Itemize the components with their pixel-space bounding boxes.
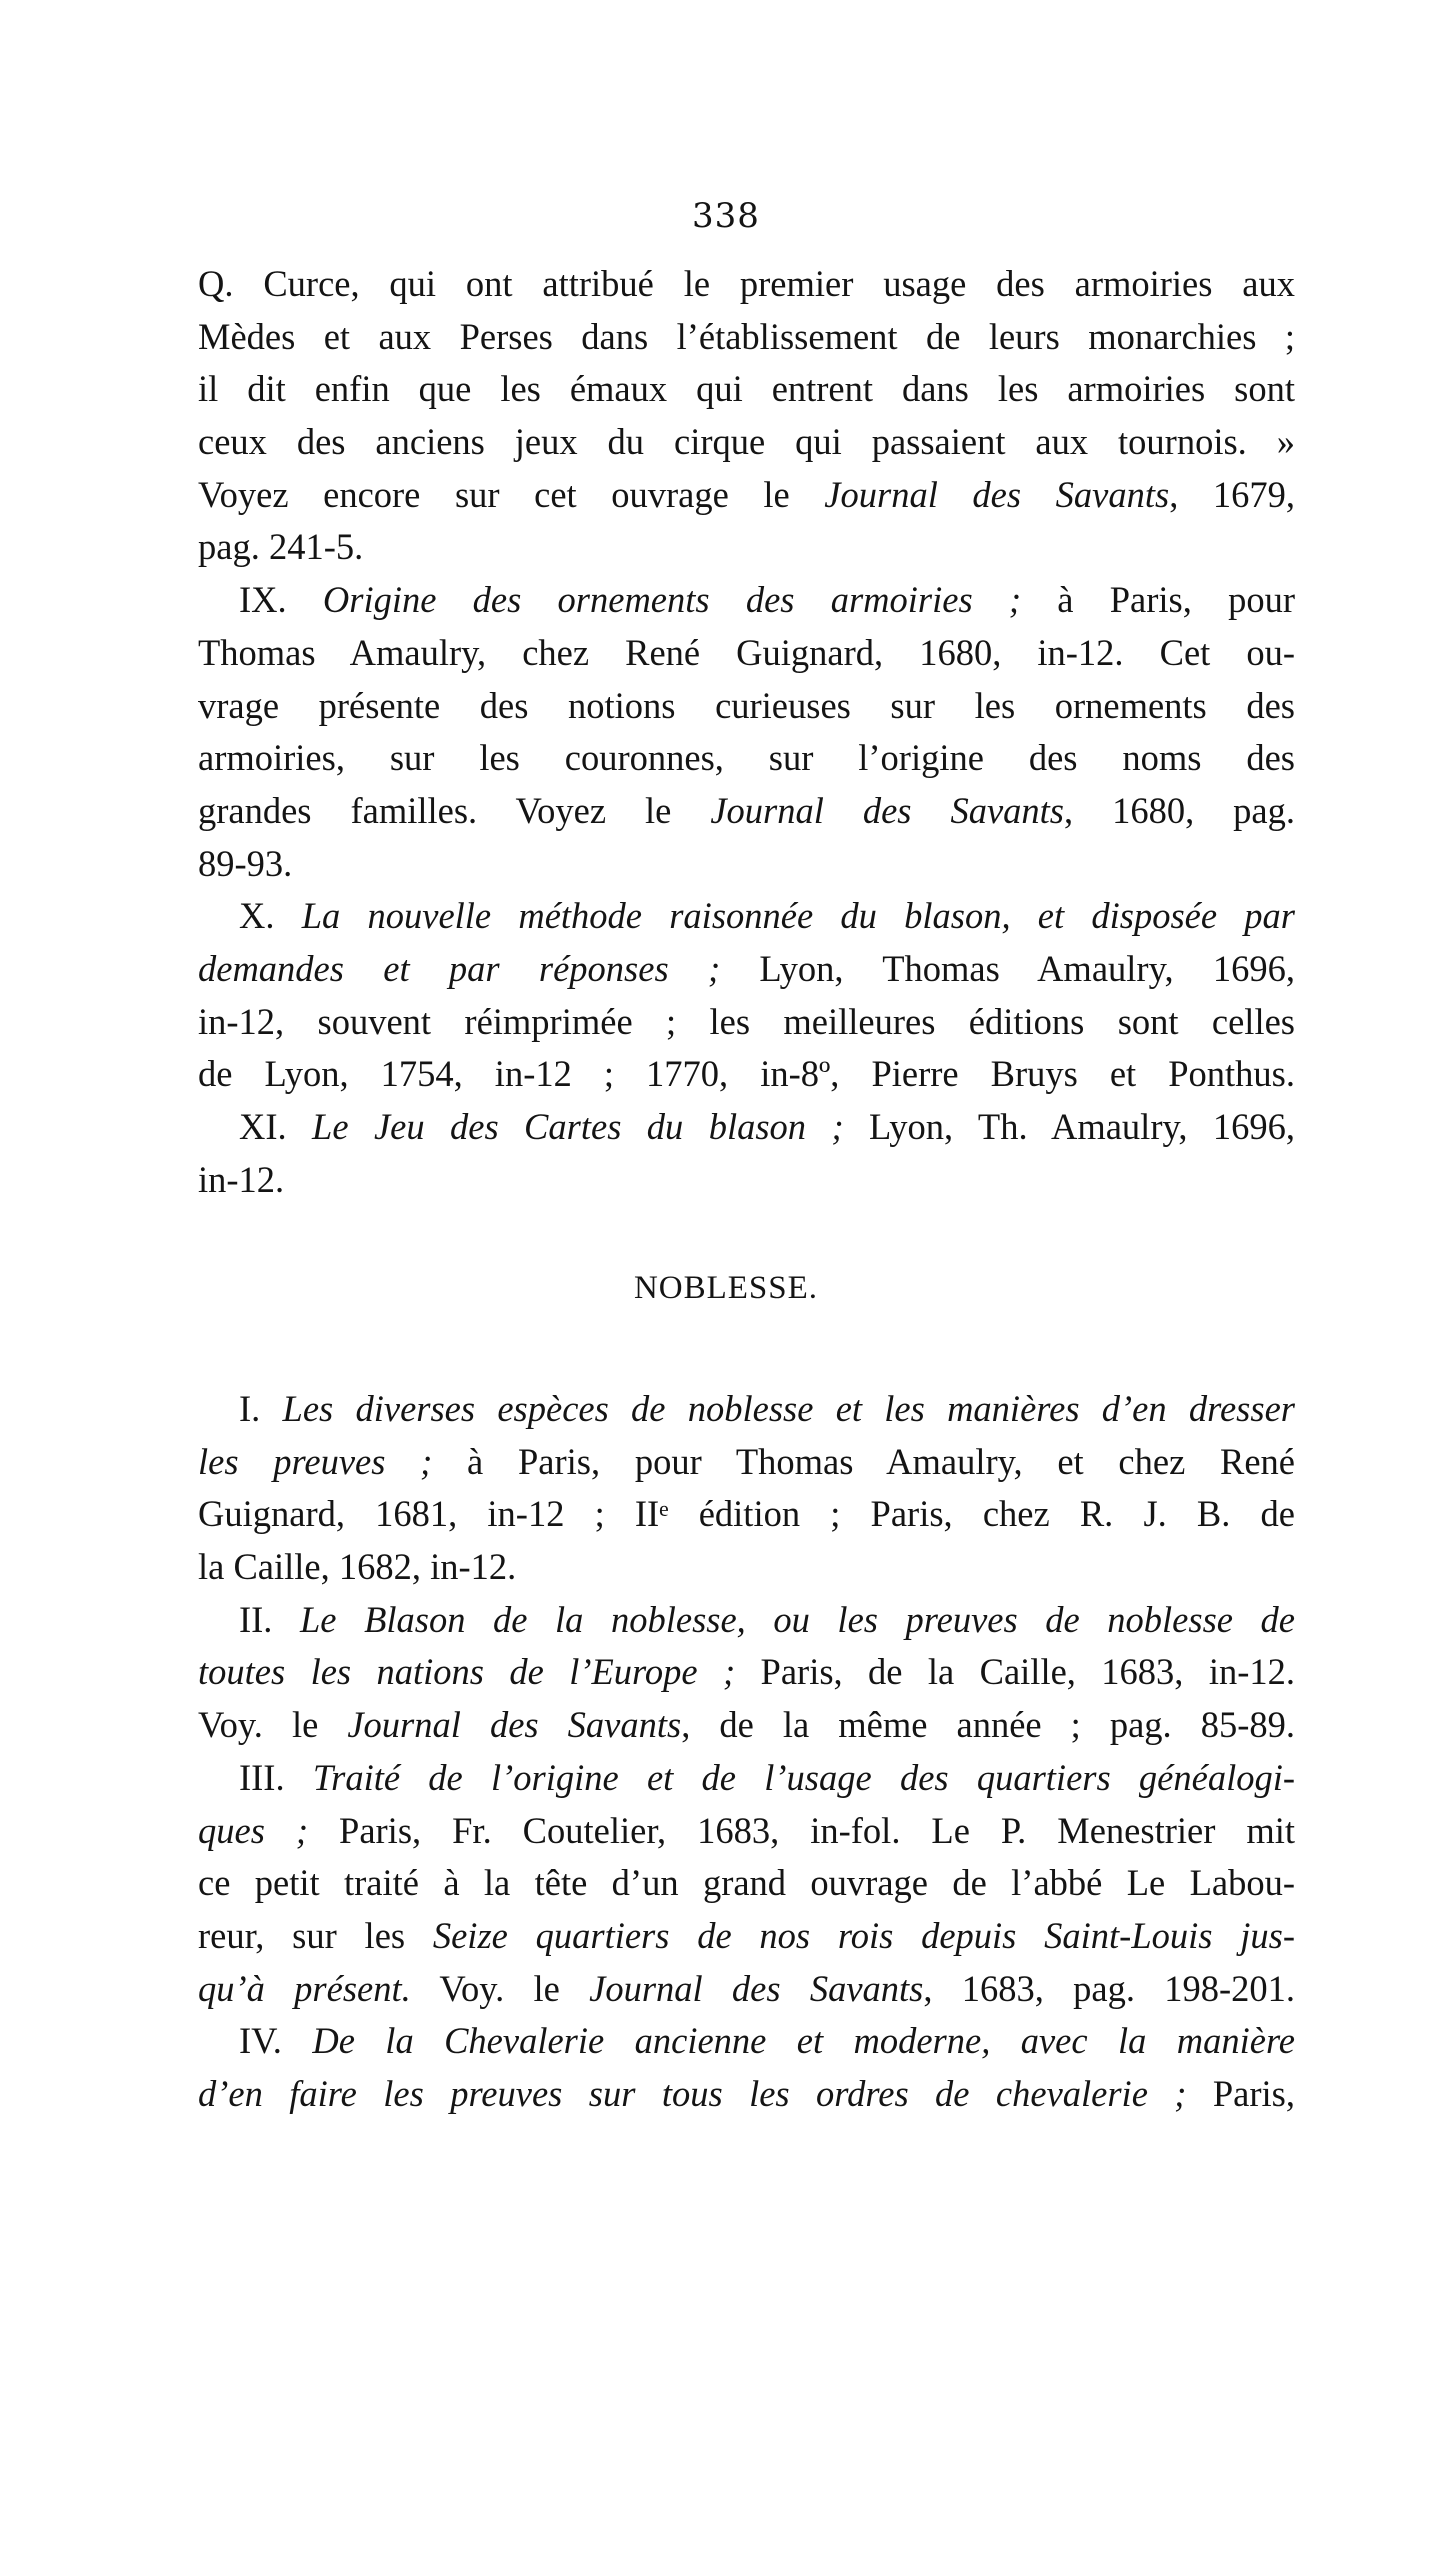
text-line bbox=[198, 1963, 1295, 2016]
text-segment: Q. Curce, qui ont attribué le premier usage des armoiries aux bbox=[198, 263, 1295, 304]
italic-text: demandes et par réponses ; bbox=[198, 947, 721, 989]
text-segment: vrage présente des notions curieuses sur les ornements des bbox=[198, 684, 1295, 726]
text-segment: Voyez encore sur cet ouvrage le bbox=[198, 473, 825, 515]
text-segment: Voy. le bbox=[410, 1967, 590, 2009]
text-line bbox=[198, 469, 1295, 522]
text-segment: III. bbox=[239, 1756, 313, 1798]
text-segment: XI. bbox=[239, 1106, 313, 1147]
text-segment: Mèdes et aux Perses dans l’établissement de leurs monarchies ; bbox=[198, 315, 1295, 357]
text-line bbox=[198, 627, 1295, 680]
text-line bbox=[198, 2015, 1295, 2068]
text-line bbox=[198, 1488, 1295, 1541]
italic-text: De la Chevalerie ancienne et moderne, avec la manière bbox=[312, 2020, 1295, 2062]
text-block-bottom bbox=[198, 1383, 1295, 2121]
text-segment: II. bbox=[239, 1598, 300, 1640]
text-line bbox=[198, 732, 1295, 785]
text-line bbox=[198, 574, 1295, 627]
italic-text: Le Jeu des Cartes du blason ; bbox=[312, 1106, 844, 1147]
text-line bbox=[198, 1436, 1295, 1489]
text-line bbox=[198, 258, 1295, 311]
italic-text: Journal des Savants bbox=[710, 789, 1064, 831]
text-segment: in-12, souvent réimprimée ; les meilleures éditions sont celles bbox=[198, 1000, 1295, 1042]
text-line bbox=[198, 890, 1295, 943]
text-segment: Thomas Amaulry, chez René Guignard, 1680, in-12. Cet ou- bbox=[198, 631, 1295, 673]
text-segment: reur, sur les bbox=[198, 1914, 433, 1956]
italic-text: La nouvelle méthode raisonnée du blason, et disposée par bbox=[301, 895, 1295, 937]
text-segment: Voy. le bbox=[198, 1704, 348, 1746]
italic-text: toutes les nations de l’Europe ; bbox=[198, 1651, 736, 1693]
page-number: 338 bbox=[692, 196, 760, 236]
text-line bbox=[198, 1048, 1295, 1101]
text-line bbox=[198, 363, 1295, 416]
italic-text: Les diverses espèces de noblesse et les manières d’en dresser bbox=[282, 1388, 1295, 1429]
italic-text: Seize quartiers de nos rois depuis Saint-Louis jus- bbox=[432, 1914, 1295, 1956]
text-line bbox=[198, 416, 1295, 469]
text-segment: 89-93. bbox=[198, 842, 293, 884]
text-segment: Guignard, 1681, in-12 ; IIᵉ édition ; Paris, chez R. J. B. de bbox=[198, 1493, 1295, 1535]
italic-text: Origine des ornements des armoiries ; bbox=[322, 579, 1022, 621]
italic-text: Traité de l’origine et de l’usage des quartiers généalogi- bbox=[312, 1756, 1295, 1798]
text-line bbox=[198, 785, 1295, 838]
text-block-top bbox=[198, 258, 1295, 1206]
text-segment: ceux des anciens jeux du cirque qui passaient aux tournois. » bbox=[198, 421, 1295, 463]
text-segment: à Paris, pour bbox=[1021, 579, 1295, 621]
text-segment: , de la même année ; pag. 85-89. bbox=[681, 1704, 1295, 1746]
text-segment: IV. bbox=[239, 2020, 313, 2062]
text-segment: la Caille, 1682, in-12. bbox=[198, 1546, 517, 1588]
text-segment: grandes familles. Voyez le bbox=[198, 789, 711, 831]
text-segment: de Lyon, 1754, in-12 ; 1770, in-8º, Pierre Bruys et Ponthus. bbox=[198, 1053, 1295, 1095]
text-line bbox=[198, 1594, 1295, 1647]
text-line bbox=[198, 1383, 1295, 1436]
text-segment: à Paris, pour Thomas Amaulry, et chez René bbox=[432, 1440, 1295, 1482]
text-line bbox=[198, 2068, 1295, 2121]
italic-text: Le Blason de la noblesse, ou les preuves de noblesse de bbox=[300, 1598, 1295, 1640]
text-line bbox=[198, 838, 1295, 891]
text-segment: pag. 241-5. bbox=[198, 526, 364, 568]
text-segment: armoiries, sur les couronnes, sur l’origine des noms des bbox=[198, 737, 1295, 779]
text-line bbox=[198, 1805, 1295, 1858]
text-line bbox=[198, 1699, 1295, 1752]
section-heading: NOBLESSE. bbox=[633, 1270, 819, 1306]
italic-text: ques ; bbox=[198, 1809, 309, 1851]
text-segment: X. bbox=[239, 895, 302, 937]
text-line bbox=[198, 1154, 1295, 1207]
text-line bbox=[198, 521, 1295, 574]
text-segment: Lyon, Th. Amaulry, 1696, bbox=[843, 1106, 1295, 1147]
text-line bbox=[198, 1752, 1295, 1805]
text-line bbox=[198, 943, 1295, 996]
text-line bbox=[198, 996, 1295, 1049]
text-segment: Paris, de la Caille, 1683, in-12. bbox=[735, 1651, 1295, 1693]
text-segment: ce petit traité à la tête d’un grand ouvrage de l’abbé Le Labou- bbox=[198, 1862, 1295, 1904]
italic-text: d’en faire les preuves sur tous les ordres de chevalerie ; bbox=[198, 2072, 1187, 2114]
text-segment: in-12. bbox=[198, 1158, 285, 1200]
text-segment: Lyon, Thomas Amaulry, 1696, bbox=[720, 947, 1295, 989]
text-line bbox=[198, 1646, 1295, 1699]
italic-text: les preuves ; bbox=[198, 1440, 433, 1482]
text-line bbox=[198, 680, 1295, 733]
text-segment: Paris, bbox=[1186, 2072, 1295, 2114]
italic-text: Journal des Savants bbox=[347, 1704, 682, 1746]
text-segment: , 1683, pag. 198-201. bbox=[923, 1967, 1295, 2009]
text-segment: Paris, Fr. Coutelier, 1683, in-fol. Le P. Menestrier mit bbox=[308, 1809, 1295, 1851]
text-line bbox=[198, 311, 1295, 364]
text-segment: I. bbox=[239, 1388, 283, 1429]
text-segment: IX. bbox=[239, 579, 323, 621]
text-segment: , 1680, pag. bbox=[1064, 789, 1295, 831]
text-line bbox=[198, 1541, 1295, 1594]
text-segment: il dit enfin que les émaux qui entrent dans les armoiries sont bbox=[198, 368, 1295, 410]
italic-text: Journal des Savants bbox=[824, 473, 1170, 515]
text-line bbox=[198, 1910, 1295, 1963]
text-segment: , 1679, bbox=[1169, 473, 1295, 515]
italic-text: qu’à présent. bbox=[198, 1967, 411, 2009]
italic-text: Journal des Savants bbox=[589, 1967, 924, 2009]
text-line bbox=[198, 1101, 1295, 1154]
text-line bbox=[198, 1857, 1295, 1910]
